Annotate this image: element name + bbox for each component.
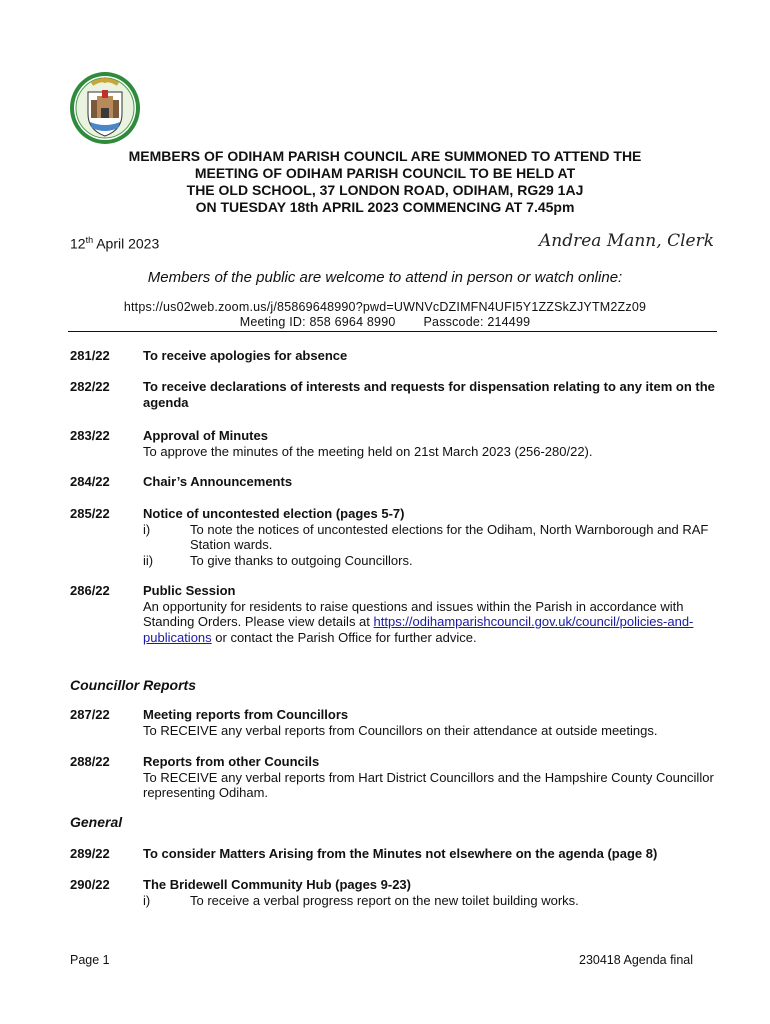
item-number: 282/22 bbox=[70, 379, 110, 394]
item-title: Meeting reports from Councillors bbox=[143, 707, 349, 722]
passcode: Passcode: 214499 bbox=[423, 315, 531, 329]
section-heading-general: General bbox=[70, 814, 123, 830]
title-line-3: THE OLD SCHOOL, 37 LONDON ROAD, ODIHAM, RG29 1AJ bbox=[186, 182, 584, 198]
clerk-signature: Andrea Mann, Clerk bbox=[538, 231, 714, 251]
agenda-item-285 bbox=[70, 506, 720, 568]
item-title: The Bridewell Community Hub (pages 9-23) bbox=[143, 877, 411, 892]
agenda-item-287 bbox=[70, 707, 720, 738]
sub-item bbox=[143, 893, 720, 909]
date-suffix: th bbox=[85, 235, 94, 245]
zoom-details bbox=[0, 300, 770, 330]
item-text-part: An opportunity for residents to raise questions and issues within the Parish in accordance with Standing Orders. Please view details at bbox=[143, 598, 684, 629]
item-title: To receive apologies for absence bbox=[143, 348, 348, 363]
sub-item bbox=[143, 553, 720, 569]
item-title: Public Session bbox=[143, 583, 236, 598]
policies-link[interactable]: https://odihamparishcouncil.gov.uk/council/policies-and-publications bbox=[143, 614, 694, 645]
header-divider bbox=[68, 331, 717, 332]
item-number: 289/22 bbox=[70, 846, 110, 861]
title-line-1: MEMBERS OF ODIHAM PARISH COUNCIL ARE SUMMONED TO ATTEND THE bbox=[128, 148, 642, 164]
item-title: To consider Matters Arising from the Minutes not elsewhere on the agenda (page 8) bbox=[143, 846, 658, 861]
item-number: 284/22 bbox=[70, 474, 110, 489]
item-text: To RECEIVE any verbal reports from Hart District Councillors and the Hampshire County Councillor representing Odiham. bbox=[143, 769, 714, 800]
agenda-item-284 bbox=[70, 474, 720, 490]
item-title: Notice of uncontested election (pages 5-7) bbox=[143, 506, 405, 521]
meeting-id: Meeting ID: 858 6964 8990 bbox=[239, 315, 396, 329]
public-note: Members of the public are welcome to attend in person or watch online: bbox=[147, 269, 623, 286]
item-text: To RECEIVE any verbal reports from Councillors on their attendance at outside meetings. bbox=[143, 722, 658, 738]
item-text-part: or contact the Parish Office for further advice. bbox=[211, 629, 477, 645]
agenda-item-283 bbox=[70, 428, 720, 459]
title-line-4: ON TUESDAY 18th APRIL 2023 COMMENCING AT 7.45pm bbox=[195, 199, 575, 215]
agenda-item-290 bbox=[70, 877, 720, 908]
sub-item-number: i) bbox=[143, 892, 151, 908]
item-number: 290/22 bbox=[70, 877, 110, 892]
item-number: 281/22 bbox=[70, 348, 110, 363]
title-line-2: MEETING OF ODIHAM PARISH COUNCIL TO BE HELD AT bbox=[194, 165, 576, 181]
item-title: Chair’s Announcements bbox=[143, 474, 293, 489]
item-number: 287/22 bbox=[70, 707, 110, 722]
item-text bbox=[143, 599, 720, 646]
date-rest: April 2023 bbox=[93, 235, 160, 252]
date-day: 12 bbox=[70, 235, 86, 252]
council-crest-logo bbox=[68, 70, 142, 146]
summons-title bbox=[60, 148, 710, 216]
sub-item-number: ii) bbox=[143, 552, 154, 568]
item-title: Approval of Minutes bbox=[143, 428, 268, 443]
item-number: 286/22 bbox=[70, 583, 110, 598]
item-title: To receive declarations of interests and requests for dispensation relating to any item on the agenda bbox=[143, 379, 715, 410]
sub-item-number: i) bbox=[143, 521, 151, 537]
section-heading-councillor-reports: Councillor Reports bbox=[70, 677, 197, 693]
zoom-credentials bbox=[0, 315, 770, 330]
sub-item-text: To note the notices of uncontested elections for the Odiham, North Warnborough and RAF Station wards. bbox=[190, 521, 709, 552]
item-text: To approve the minutes of the meeting held on 21st March 2023 (256-280/22). bbox=[143, 443, 593, 459]
agenda-item-281 bbox=[70, 348, 720, 364]
item-number: 288/22 bbox=[70, 754, 110, 769]
sub-item-text: To receive a verbal progress report on the new toilet building works. bbox=[190, 892, 579, 908]
item-number: 285/22 bbox=[70, 506, 110, 521]
document-reference: 230418 Agenda final bbox=[579, 953, 693, 967]
agenda-item-288 bbox=[70, 754, 720, 801]
page-number: Page 1 bbox=[70, 953, 110, 967]
agenda-item-289 bbox=[70, 846, 720, 862]
issue-date bbox=[70, 235, 159, 252]
agenda-item-282 bbox=[70, 379, 720, 410]
item-number: 283/22 bbox=[70, 428, 110, 443]
sub-item-text: To give thanks to outgoing Councillors. bbox=[190, 552, 413, 568]
agenda-item-286 bbox=[70, 583, 720, 645]
sub-item bbox=[143, 522, 720, 553]
item-title: Reports from other Councils bbox=[143, 754, 320, 769]
zoom-url[interactable]: https://us02web.zoom.us/j/85869648990?pwd=UWNVcDZIMFN4UFI5Y1ZZSkZJYTM2Zz09 bbox=[123, 300, 647, 314]
